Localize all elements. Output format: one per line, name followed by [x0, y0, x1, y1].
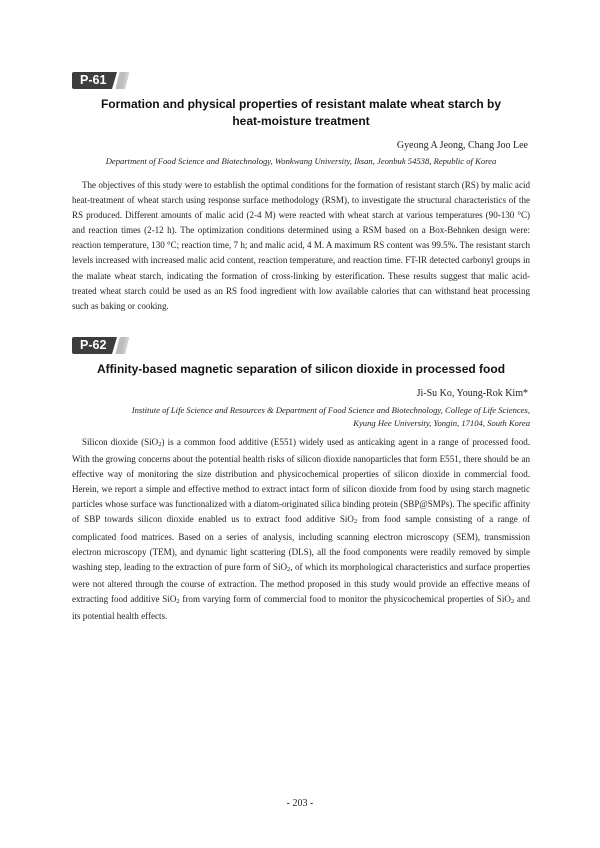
- badge-tail-decoration: [115, 337, 129, 354]
- abstract-p61: The objectives of this study were to establish the optimal conditions for the formation of resistant starch (RS) by malic acid heat-treatment of wheat starch using response surface methodology (RSM), to investigate the structural characteristics of the RS produced. Different amounts of malic acid (2-4 M) were reacted with wheat starch at various temperatures (90-130 °C) and reaction times (2-12 h). The optimization conditions determined using a RSM based on a Box-Behnken design were: reaction temperature, 130 °C; reaction time, 7 h; and malic acid, 4 M. A maximum RS content was 99.5%. The resistant starch levels increased with increased malic acid content, reaction temperature, and reaction time. FT-IR detected carbonyl groups in the malate wheat starch, indicating the formation of cross-linking by esterification. These results suggest that malic acid-treated wheat starch could be used as an RS food ingredient with low available calories that can withstand heat processing such as baking or cooking.: [72, 180, 530, 311]
- poster-title-p61: [72, 96, 530, 130]
- poster-badge-p61: [72, 72, 129, 89]
- affiliation-line: Kyung Hee University, Yongin, 17104, South Korea: [353, 418, 530, 428]
- poster-badge-p62: [72, 337, 129, 354]
- badge-tail-decoration: [115, 72, 129, 89]
- poster-id: P-61: [72, 72, 112, 89]
- title-line: Formation and physical properties of resistant malate wheat starch by: [100, 97, 502, 111]
- poster-id: P-62: [72, 337, 112, 354]
- page-number: - 203 -: [286, 798, 314, 809]
- abstract-p62: Silicon dioxide (SiO2) is a common food additive (E551) widely used as anticaking agent in a range of processed food. With the growing concerns about the potential health risks of silicon dioxide nanoparticles that form E551, there should be an effective way of monitoring the size distribution and physicochemical properties of silicon dioxide in commercial food. Herein, we report a simple and effective method to extract intact form of silicon dioxide from food by using starch magnetic particles whose surface was functionalized with a diatom-originated silica binding protein (SBP@SMPs). The specific affinity of SBP towards silicon dioxide enabled us to extract food additive SiO2 from food sample consisting of a range of complicated food matrices. Based on a series of analysis, including scanning electron microscopy (SEM), transmission electron microscopy (TEM), and dynamic light scattering (DLS), all the food components were readily removed by simple washing step, leading to the extraction of pure form of SiO2, of which its morphological characteristics and surface properties were not altered through the course of extraction. The method proposed in this study would provide an effective means of extracting food additive SiO2 from varying form of commercial food to monitor the physicochemical properties of SiO2 and its potential health effects.: [72, 437, 531, 622]
- affiliation-line: Institute of Life Science and Resources & Department of Food Science and Biotechnology, College of Life Sciences,: [131, 405, 530, 415]
- authors-p62: Ji-Su Ko, Young-Rok Kim*: [416, 388, 528, 399]
- poster-title-p62: [72, 361, 530, 378]
- affiliation-p62: [72, 404, 530, 430]
- affiliation-p61: Department of Food Science and Biotechnology, Wonkwang University, Iksan, Jeonbuk 54538, Republic of Korea: [105, 156, 497, 166]
- title-line: Affinity-based magnetic separation of silicon dioxide in processed food: [96, 362, 506, 376]
- authors-p61: Gyeong A Jeong, Chang Joo Lee: [396, 140, 528, 151]
- title-line: heat-moisture treatment: [232, 114, 370, 128]
